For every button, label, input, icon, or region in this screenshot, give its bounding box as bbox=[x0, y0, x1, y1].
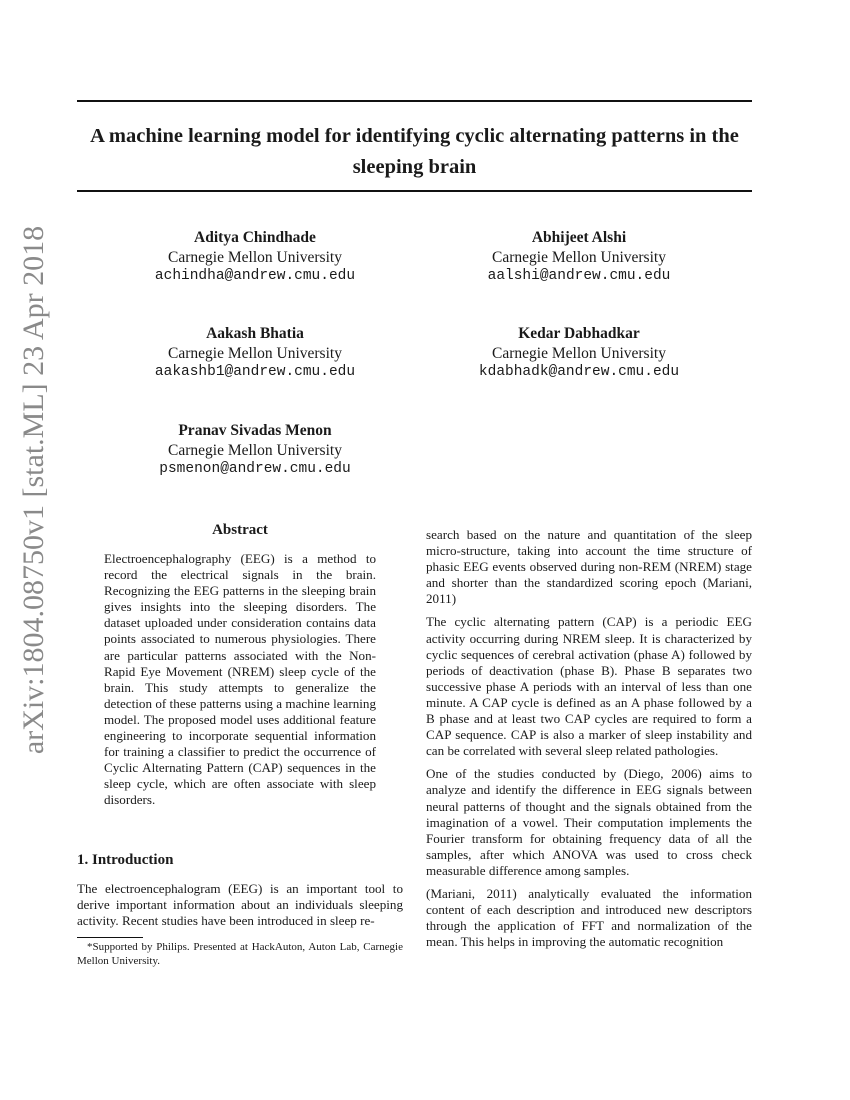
author-block bbox=[105, 228, 405, 287]
footnote-rule bbox=[77, 937, 143, 938]
title-rule-top bbox=[77, 100, 752, 102]
paragraph: One of the studies conducted by (Diego, 2006) aims to analyze and identify the difference in EEG signals between neural patterns of thought and the signals obtained from the imagination of a vowel. Their computation implements the Fourier transform for obtaining frequency data of all the samples, after which ANOVA was used to cross check measurable difference among samples. bbox=[426, 766, 752, 878]
section-heading-introduction: 1. Introduction bbox=[77, 852, 174, 868]
paragraph: search based on the nature and quantitation of the sleep micro-structure, taking into account the time structure of phasic EEG events observed during non-REM (NREM) stage and shorter than the standardized scoring epoch (Mariani, 2011) bbox=[426, 527, 752, 607]
author-name: Aakash Bhatia bbox=[206, 325, 304, 342]
author-email[interactable]: kdabhadk@andrew.cmu.edu bbox=[478, 364, 680, 380]
title-rule-bottom bbox=[77, 190, 752, 192]
paper-title: A machine learning model for identifying cyclic alternating patterns in the sleeping brain bbox=[90, 125, 739, 178]
author-email[interactable]: aakashb1@andrew.cmu.edu bbox=[154, 364, 356, 380]
author-affiliation: Carnegie Mellon University bbox=[168, 248, 342, 266]
author-name: Pranav Sivadas Menon bbox=[178, 422, 332, 439]
author-email[interactable]: achindha@andrew.cmu.edu bbox=[154, 268, 356, 284]
paragraph: (Mariani, 2011) analytically evaluated the information content of each description and introduced new descriptors through the application of FFT and normalization of the mean. This helps in improving the automatic recognition bbox=[426, 885, 752, 950]
arxiv-identifier bbox=[6, 225, 62, 755]
arxiv-identifier-text: arXiv:1804.08750v1 [stat.ML] 23 Apr 2018 bbox=[17, 225, 50, 755]
footnote bbox=[77, 941, 403, 968]
abstract-heading: Abstract bbox=[212, 522, 268, 538]
paragraph: The cyclic alternating pattern (CAP) is a periodic EEG activity occurring during NREM sleep. It is characterized by cyclic sequences of cerebral activation (phase A) followed by periods of deactivation (phase B). Phase B separates two successive phase A periods with an interval of less than one minute. A CAP cycle is defined as an A phase followed by a B phase and at least two CAP cycles are required to form a CAP sequence. CAP is also a marker of sleep instability and can be correlated with several sleep related pathologies. bbox=[426, 614, 752, 759]
author-affiliation: Carnegie Mellon University bbox=[492, 248, 666, 266]
abstract-text: Electroencephalography (EEG) is a method to record the electrical signals in the brain. Recognizing the EEG patterns in the sleeping brain gives insights into the sleeping disorders. The dataset uploaded under consideration contains data points associated to numerous physiologies. There are particular patterns associated with the Non-Rapid Eye Movement (NREM) sleep cycle of the brain. This study attempts to generalize the detection of these patterns using a machine learning model. The proposed model uses additional feature engineering to incorporate sequential information for training a classifier to predict the occurrence of Cyclic Alternating Pattern (CAP) sequences in the sleep cycle, which are often associate with sleep disorders. bbox=[104, 551, 376, 808]
author-block bbox=[429, 228, 729, 287]
footnote-text: *Supported by Philips. Presented at HackAuton, Auton Lab, Carnegie Mellon University. bbox=[77, 941, 403, 967]
author-block bbox=[105, 324, 405, 383]
author-affiliation: Carnegie Mellon University bbox=[168, 344, 342, 362]
author-name: Aditya Chindhade bbox=[194, 229, 316, 246]
author-block bbox=[105, 421, 405, 480]
right-column bbox=[426, 527, 752, 957]
author-affiliation: Carnegie Mellon University bbox=[492, 344, 666, 362]
author-email[interactable]: psmenon@andrew.cmu.edu bbox=[159, 461, 351, 477]
author-block bbox=[429, 324, 729, 383]
author-email[interactable]: aalshi@andrew.cmu.edu bbox=[487, 268, 671, 284]
author-name: Abhijeet Alshi bbox=[531, 229, 627, 246]
author-name: Kedar Dabhadkar bbox=[518, 325, 640, 342]
introduction-text: The electroencephalogram (EEG) is an important tool to derive important information about an individuals sleeping activity. Recent studies have been introduced in sleep re- bbox=[77, 881, 403, 929]
author-affiliation: Carnegie Mellon University bbox=[168, 441, 342, 459]
